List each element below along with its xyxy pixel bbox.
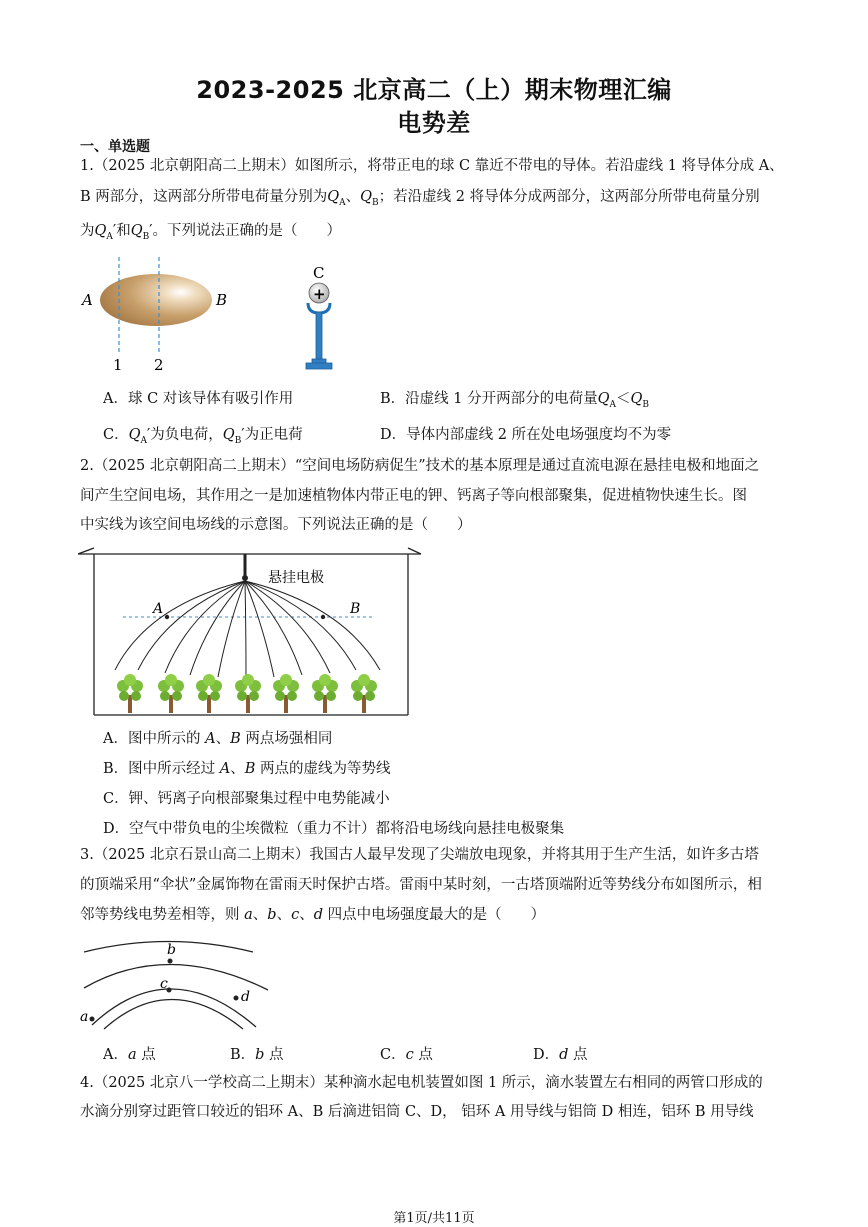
label-c: C bbox=[313, 264, 325, 282]
q1-option-d[interactable]: D．导体内部虚线 2 所在处电场强度均不为零 bbox=[380, 427, 672, 443]
point-a bbox=[90, 1017, 95, 1022]
q3-line-2: 的顶端采用“伞状”金属饰物在雷雨天时保护古塔。雷雨中某时刻，一古塔顶端附近等势线分布如图所示，相 bbox=[80, 877, 762, 893]
q2-option-d[interactable]: D．空气中带负电的尘埃微粒（重力不计）都将沿电场线向悬挂电极聚集 bbox=[103, 821, 565, 837]
plants bbox=[117, 674, 377, 713]
q1-line-3: 为$Q_A'$和$Q_B'$。下列说法正确的是（ ） bbox=[80, 223, 341, 242]
point-b bbox=[168, 959, 173, 964]
point-a bbox=[165, 615, 169, 619]
label-b: b bbox=[167, 942, 176, 958]
q1-line-2: B 两部分，这两部分所带电荷量分别为$Q_A$、$Q_B$；若沿虚线 2 将导体分成两部分，这两部分所带电荷量分别 bbox=[80, 189, 760, 208]
label-b: B bbox=[216, 291, 228, 309]
q2-figure bbox=[78, 540, 424, 720]
electrode-label: 悬挂电极 bbox=[268, 570, 324, 586]
q4-line-2: 水滴分别穿过距管口较近的铝环 A、B 后滴进铝筒 C、D， 铝环 A 用导线与铝筒 D 相连，铝环 B 用导线 bbox=[80, 1104, 754, 1120]
q3-option-b[interactable]: B．b 点 bbox=[230, 1047, 284, 1063]
q2-line-3: 中实线为该空间电场线的示意图。下列说法正确的是（ ） bbox=[80, 517, 472, 533]
q2-line-1: 2.（2025 北京朝阳高二上期末）“空间电场防病促生”技术的基本原理是通过直流电源在悬挂电极和地面之 bbox=[80, 458, 760, 474]
page-footer: 第1页/共11页 bbox=[393, 1211, 475, 1226]
suspended-electrode bbox=[242, 554, 248, 581]
q1-figure bbox=[78, 255, 378, 377]
label-d: d bbox=[241, 989, 250, 1005]
q2-option-c[interactable]: C．钾、钙离子向根部聚集过程中电势能减小 bbox=[103, 791, 390, 807]
equipotential-lines bbox=[84, 942, 268, 1030]
q1-option-b[interactable]: B．沿虚线 1 分开两部分的电荷量$Q_A<Q_B$ bbox=[380, 391, 650, 410]
section-heading: 一、单选题 bbox=[80, 139, 150, 155]
conductor-ellipse bbox=[100, 274, 212, 326]
charged-ball-stand bbox=[306, 303, 332, 369]
page-title: 2023-2025 北京高二（上）期末物理汇编 bbox=[196, 76, 672, 104]
q1-option-c[interactable]: C．$Q_A'$为负电荷，$Q_B'$为正电荷 bbox=[103, 427, 303, 446]
label-c: c bbox=[160, 976, 168, 992]
label-line-2: 2 bbox=[154, 356, 164, 374]
q1-option-a[interactable]: A．球 C 对该导体有吸引作用 bbox=[103, 391, 294, 407]
q4-line-1: 4.（2025 北京八一学校高二上期末）某种滴水起电机装置如图 1 所示，滴水装置左右相同的两管口形成的 bbox=[80, 1075, 763, 1091]
label-line-1: 1 bbox=[113, 356, 123, 374]
q3-option-a[interactable]: A．a 点 bbox=[103, 1047, 156, 1063]
q3-option-c[interactable]: C．c 点 bbox=[380, 1047, 433, 1063]
label-a: A bbox=[153, 601, 164, 617]
page-subtitle: 电势差 bbox=[397, 109, 471, 137]
q2-option-a[interactable]: A．图中所示的 A、B 两点场强相同 bbox=[103, 731, 333, 747]
field-lines bbox=[115, 581, 380, 678]
q3-line-1: 3.（2025 北京石景山高二上期末）我国古人最早发现了尖端放电现象，并将其用于生产生活，如许多古塔 bbox=[80, 847, 759, 863]
q3-option-d[interactable]: D．d 点 bbox=[533, 1047, 588, 1063]
point-b bbox=[321, 615, 325, 619]
plus-sign: + bbox=[313, 285, 326, 303]
q2-line-2: 间产生空间电场，其作用之一是加速植物体内带正电的钾、钙离子等向根部聚集，促进植物快速生长。图 bbox=[80, 488, 747, 504]
q1-line-1: 1.（2025 北京朝阳高二上期末）如图所示，将带正电的球 C 靠近不带电的导体。若沿虚线 1 将导体分成 A、 bbox=[80, 158, 784, 174]
label-a: A bbox=[82, 291, 93, 309]
label-b: B bbox=[350, 601, 361, 617]
label-a: a bbox=[80, 1009, 89, 1025]
point-d bbox=[234, 996, 239, 1001]
q3-figure bbox=[78, 935, 278, 1035]
q3-line-3: 邻等势线电势差相等，则 a、b、c、d 四点中电场强度最大的是（ ） bbox=[80, 907, 546, 923]
q2-option-b[interactable]: B．图中所示经过 A、B 两点的虚线为等势线 bbox=[103, 761, 391, 777]
